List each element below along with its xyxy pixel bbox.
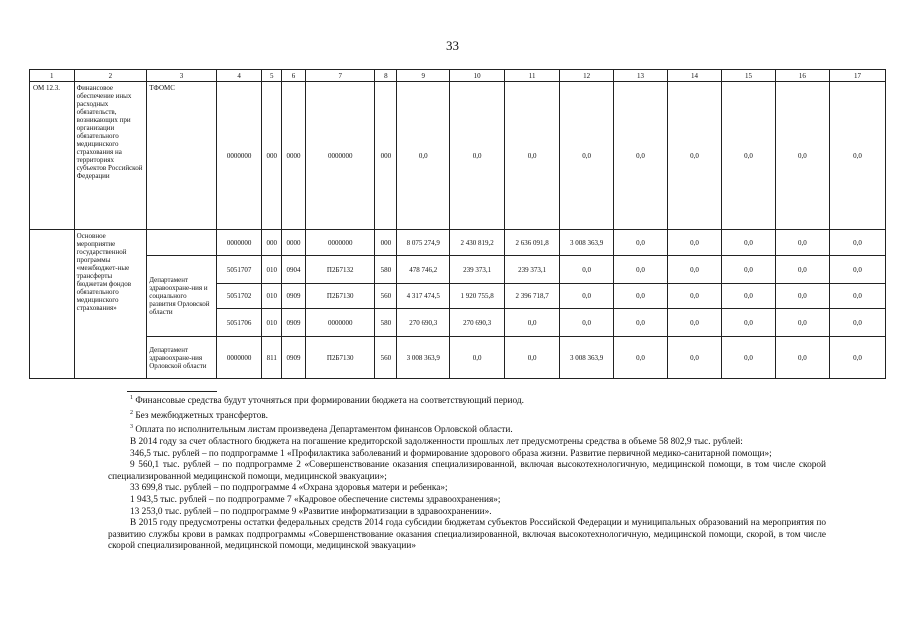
row-code: ОМ 12.3. [30, 82, 75, 230]
table-cell: 3 008 363,9 [560, 337, 614, 379]
column-number: 16 [775, 70, 829, 82]
table-cell: 0,0 [505, 309, 560, 337]
table-cell: 0,0 [450, 337, 505, 379]
footnote: $^2$ Без межбюджетных трансфертов. [130, 409, 268, 421]
table-cell: 270 690,3 [397, 309, 450, 337]
table-cell: 0000000 [216, 82, 262, 230]
table-cell: 0,0 [721, 82, 775, 230]
notes-block [108, 393, 826, 553]
column-number: 17 [829, 70, 885, 82]
table-cell: 0,0 [614, 337, 668, 379]
table-cell: 0909 [282, 309, 306, 337]
table-cell: 000 [262, 82, 282, 230]
table-cell: 0000000 [305, 230, 375, 256]
executor-cell: Департамент здравоохране-ния Орловской области [147, 337, 217, 379]
footnote-divider [127, 391, 217, 392]
table-cell: 0,0 [721, 256, 775, 284]
table-cell: 0904 [282, 256, 306, 284]
table-cell: 0,0 [775, 284, 829, 309]
table-row [30, 337, 886, 379]
table-cell: 0,0 [614, 230, 668, 256]
table-cell: 0,0 [614, 284, 668, 309]
table-cell: 0,0 [829, 256, 885, 284]
table-cell: 000 [262, 230, 282, 256]
executor-cell [147, 230, 217, 256]
table-cell: П2Б7130 [305, 337, 375, 379]
table-cell: 5051702 [216, 284, 262, 309]
column-number: 7 [305, 70, 375, 82]
table-cell: 0,0 [560, 284, 614, 309]
table-cell: 0,0 [668, 256, 722, 284]
table-cell: 811 [262, 337, 282, 379]
column-number: 13 [614, 70, 668, 82]
budget-table [29, 69, 886, 379]
table-cell: 270 690,3 [450, 309, 505, 337]
footnote: $^3$ Оплата по исполнительным листам произведена Департаментом финансов Орловской области. [130, 424, 513, 436]
table-cell: 0,0 [614, 256, 668, 284]
column-number: 9 [397, 70, 450, 82]
table-cell: 0909 [282, 284, 306, 309]
table-cell: 580 [375, 309, 397, 337]
table-cell: 0,0 [775, 309, 829, 337]
table-cell: 0,0 [668, 230, 722, 256]
table-cell: 2 430 819,2 [450, 230, 505, 256]
table-cell: 5051707 [216, 256, 262, 284]
table-cell: 3 008 363,9 [397, 337, 450, 379]
table-cell: 0,0 [505, 82, 560, 230]
table-cell: П2Б7132 [305, 256, 375, 284]
table-cell: 010 [262, 284, 282, 309]
table-cell: 0,0 [775, 82, 829, 230]
table-row-om [30, 82, 886, 230]
paragraph: В 2015 году предусмотрены остатки федеральных средств 2014 года субсидии бюджетам субъектов Российской Федерации и муниципальных образований на мероприятия по развитию службы крови в рамках подпрограммы «Совершенствование оказания специализированной, включая высокотехнологичную, медицинской помощи, скорой, в том числе скорой специализированной, медицинской помощи, медицинской эвакуации» [108, 518, 826, 552]
paragraph: 9 560,1 тыс. рублей – по подпрограмме 2 «Совершенствование оказания специализированной, включая высокотехнологичную, медицинской помощи, в том числе скорой специализированной медицинской помощи, медицинской эвакуации»; [108, 460, 826, 482]
column-number: 14 [668, 70, 722, 82]
table-cell: 0,0 [775, 230, 829, 256]
table-cell: 0,0 [721, 230, 775, 256]
table-cell: 0000 [282, 230, 306, 256]
table-cell: 0,0 [829, 309, 885, 337]
table-cell: 0,0 [560, 256, 614, 284]
table-cell: 000 [375, 230, 397, 256]
table-row-total [30, 230, 886, 256]
executor-cell: Департамент здравоохране-ния и социального развития Орловской области [147, 256, 217, 337]
column-number: 10 [450, 70, 505, 82]
column-number: 11 [505, 70, 560, 82]
column-number: 6 [282, 70, 306, 82]
table-cell: 580 [375, 256, 397, 284]
table-cell: 239 373,1 [450, 256, 505, 284]
column-number: 8 [375, 70, 397, 82]
column-number: 2 [74, 70, 147, 82]
column-number: 15 [721, 70, 775, 82]
table-cell: 0,0 [560, 82, 614, 230]
paragraph: 346,5 тыс. рублей – по подпрограмме 1 «Профилактика заболеваний и формирование здорового образа жизни. Развитие первичной медико-санитарной помощи»; [130, 448, 772, 459]
table-cell: 0909 [282, 337, 306, 379]
table-cell: 0,0 [721, 337, 775, 379]
table-cell: 0,0 [721, 309, 775, 337]
table-cell: 0000000 [216, 230, 262, 256]
column-number: 5 [262, 70, 282, 82]
table-cell: 3 008 363,9 [560, 230, 614, 256]
paragraph: 33 699,8 тыс. рублей – по подпрограмме 4 «Охрана здоровья матери и ребенка»; [130, 483, 448, 494]
table-cell: 0,0 [721, 284, 775, 309]
table-cell: 0,0 [668, 284, 722, 309]
table-cell: 010 [262, 309, 282, 337]
table-cell: 4 317 474,5 [397, 284, 450, 309]
column-number: 12 [560, 70, 614, 82]
table-cell: 0,0 [829, 230, 885, 256]
column-number: 3 [147, 70, 217, 82]
column-number: 4 [216, 70, 262, 82]
table-cell: 0,0 [829, 284, 885, 309]
table-cell: 8 075 274,9 [397, 230, 450, 256]
table-cell: 0,0 [668, 337, 722, 379]
paragraph: 1 943,5 тыс. рублей – по подпрограмме 7 «Кадровое обеспечение системы здравоохранения»; [130, 495, 501, 506]
table-cell: 2 636 091,8 [505, 230, 560, 256]
table-cell: 0000000 [305, 82, 375, 230]
executor-cell: ТФОМС [147, 82, 217, 230]
row-code [30, 230, 75, 379]
row-name: Финансовое обеспечение иных расходных обязательств, возникающих при организации обязательного медицинского страхования на территориях субъектов Российской Федерации [74, 82, 147, 230]
page-number: 33 [446, 38, 459, 53]
table-cell: П2Б7130 [305, 284, 375, 309]
table-cell: 0,0 [560, 309, 614, 337]
table-cell: 0,0 [505, 337, 560, 379]
table-row [30, 256, 886, 284]
row-name: Основное мероприятие государственной программы «межбюджет-ные трансферты бюджетам фондов обязательного медицинского страхования» [74, 230, 147, 379]
table-cell: 560 [375, 337, 397, 379]
paragraph: 13 253,0 тыс. рублей – по подпрограмме 9 «Развитие информатизации в здравоохранении». [130, 506, 492, 517]
table-cell: 0000 [282, 82, 306, 230]
table-cell: 0,0 [668, 309, 722, 337]
table-cell: 0,0 [450, 82, 505, 230]
table-cell: 0,0 [614, 309, 668, 337]
column-number: 1 [30, 70, 75, 82]
table-cell: 5051706 [216, 309, 262, 337]
table-cell: 2 396 718,7 [505, 284, 560, 309]
table-header-row [30, 70, 886, 82]
table-cell: 0,0 [775, 337, 829, 379]
table-cell: 0,0 [775, 256, 829, 284]
table-cell: 010 [262, 256, 282, 284]
table-cell: 0,0 [829, 82, 885, 230]
table-cell: 478 746,2 [397, 256, 450, 284]
table-cell: 0000000 [216, 337, 262, 379]
paragraph: В 2014 году за счет областного бюджета на погашение кредиторской задолженности прошлых лет предусмотрены средства в объеме 58 802,9 тыс. рублей: [130, 437, 743, 448]
table-cell: 239 373,1 [505, 256, 560, 284]
table-cell: 0,0 [829, 337, 885, 379]
table-cell: 0000000 [305, 309, 375, 337]
table-cell: 560 [375, 284, 397, 309]
table-cell: 1 920 755,8 [450, 284, 505, 309]
table-cell: 000 [375, 82, 397, 230]
table-cell: 0,0 [397, 82, 450, 230]
table-cell: 0,0 [614, 82, 668, 230]
footnote: $^1$ Финансовые средства будут уточняться при формировании бюджета на соответствующий период. [130, 395, 524, 407]
table-cell: 0,0 [668, 82, 722, 230]
